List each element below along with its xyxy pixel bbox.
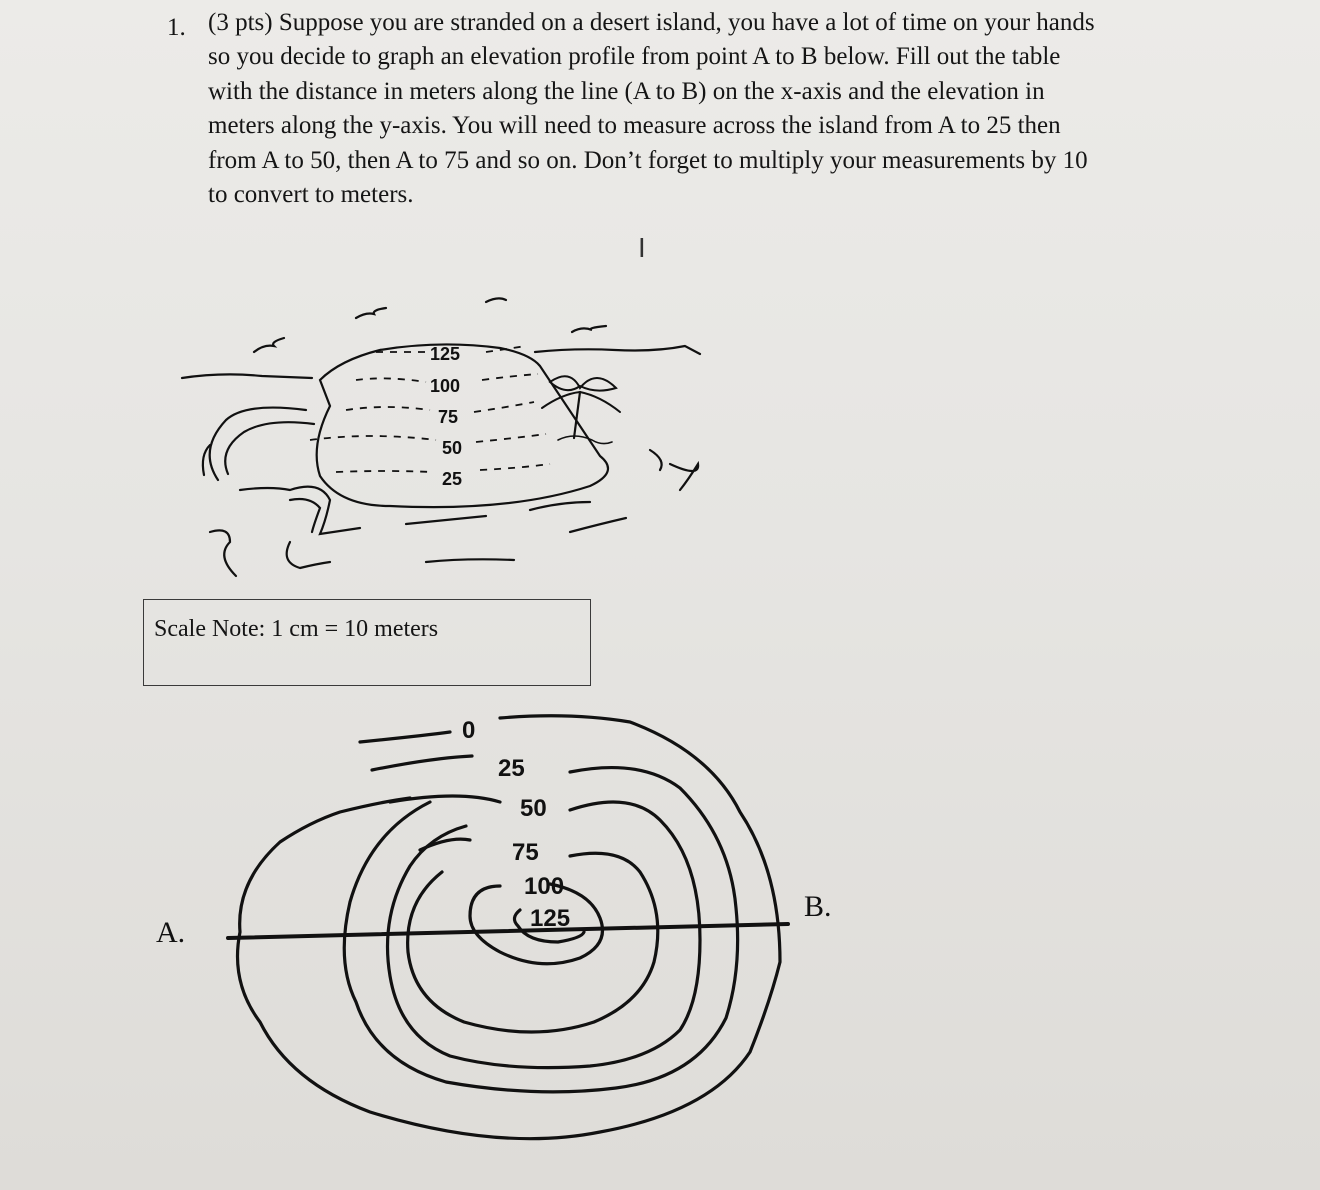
map-contour-label: 25 xyxy=(498,755,525,782)
point-a-label: A. xyxy=(156,916,186,949)
question-line: (3 pts) Suppose you are stranded on a desert island, you have a lot of time on your hands xyxy=(208,9,1095,36)
question-line: so you decide to graph an elevation profile from point A to B below. Fill out the table xyxy=(208,43,1061,71)
map-contour-label: 75 xyxy=(512,839,539,866)
question-line: from A to 50, then A to 75 and so on. Don’t forget to multiply your measurements by 10 xyxy=(208,146,1088,174)
contour-line-75 xyxy=(408,839,658,1032)
question-number: 1. xyxy=(167,14,186,41)
scale-note-text: Scale Note: 1 cm = 10 meters xyxy=(154,616,439,642)
point-b-label: B. xyxy=(804,890,832,923)
scale-note-box xyxy=(143,599,591,686)
map-contour-label: 100 xyxy=(524,873,565,900)
bird-icon xyxy=(572,326,606,332)
question-line: to convert to meters. xyxy=(208,181,414,209)
island-contour-label: 75 xyxy=(438,407,459,427)
island-contour-label: 100 xyxy=(430,376,461,396)
island-contour-label: 25 xyxy=(442,469,463,489)
question-text xyxy=(208,6,1188,212)
question-line: with the distance in meters along the line (A to B) on the x-axis and the elevation in xyxy=(208,77,1045,105)
bird-icon xyxy=(486,298,506,302)
contour-map xyxy=(140,690,860,1170)
question-line: meters along the y-axis. You will need to measure across the island from A to 25 then xyxy=(208,112,1061,140)
island-illustration xyxy=(170,280,740,590)
island-contour-label: 125 xyxy=(430,344,461,364)
a-to-b-line xyxy=(228,924,788,938)
map-contour-label: 50 xyxy=(520,795,547,822)
map-contour-label: 0 xyxy=(462,717,476,744)
bird-icon xyxy=(254,338,284,352)
bird-icon xyxy=(356,308,386,318)
map-contour-label: 125 xyxy=(530,905,571,932)
text-cursor-icon: I xyxy=(638,234,646,264)
island-contour-label: 50 xyxy=(442,438,463,458)
